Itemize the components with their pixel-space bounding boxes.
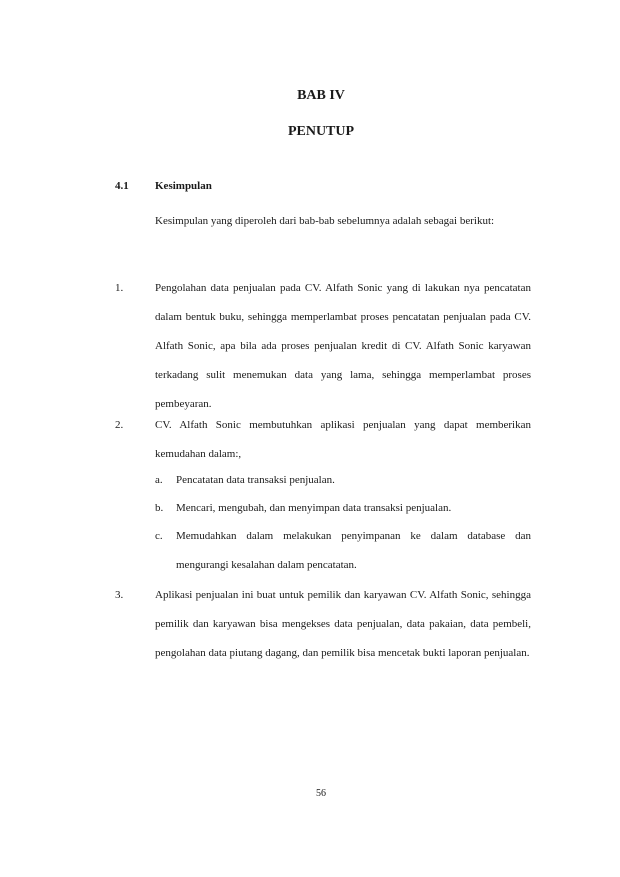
list-marker: 3. xyxy=(115,589,124,601)
list-item-text: Pengolahan data penjualan pada CV. Alfath Sonic yang di lakukan nya pencatatan dalam bentuk buku, sehingga memperlambat proses pencatatan penjualan pada CV. Alfath Sonic, apa bila ada proses penjualan kredit di CV. Alfath Sonic karyawan terkadang sulit menemukan data yang lama, sehingga memperlambat proses pembeyaran. xyxy=(155,282,531,410)
sub-item-a xyxy=(155,466,531,495)
sub-marker: c. xyxy=(155,530,163,542)
chapter-title: PENUTUP xyxy=(287,124,355,139)
sub-item-text: Pencatatan data transaksi penjualan. xyxy=(176,474,335,486)
section-number: 4.1 xyxy=(115,180,129,192)
list-marker: 1. xyxy=(115,282,124,294)
list-marker: 2. xyxy=(115,419,124,431)
intro-text: Kesimpulan yang diperoleh dari bab-bab sebelumnya adalah sebagai berikut: xyxy=(155,215,495,227)
list-item-2 xyxy=(115,411,531,469)
sub-marker: a. xyxy=(155,474,163,486)
page-number: 56 xyxy=(316,788,326,799)
sub-item-b xyxy=(155,494,531,523)
list-item-text: CV. Alfath Sonic membutuhkan aplikasi penjualan yang dapat memberikan kemudahan dalam:, xyxy=(155,419,531,460)
sub-item-text: Mencari, mengubah, dan menyimpan data transaksi penjualan. xyxy=(176,502,452,514)
list-item-1 xyxy=(115,274,531,419)
sub-item-text: Memudahkan dalam melakukan penyimpanan ke dalam database dan mengurangi kesalahan dalam pencatatan. xyxy=(176,530,531,571)
list-item-text: Aplikasi penjualan ini buat untuk pemilik dan karyawan CV. Alfath Sonic, sehingga pemilik dan karyawan bisa mengekses data penjualan, data pakaian, data pembeli, pengolahan data piutang dagang, dan pemilik bisa mencetak bukti laporan penjualan. xyxy=(155,589,531,659)
chapter-number: BAB IV xyxy=(297,88,345,103)
sub-item-c xyxy=(155,522,531,580)
intro-paragraph xyxy=(115,206,531,236)
section-title: Kesimpulan xyxy=(155,180,212,192)
sub-marker: b. xyxy=(155,502,164,514)
list-item-3 xyxy=(115,581,531,668)
